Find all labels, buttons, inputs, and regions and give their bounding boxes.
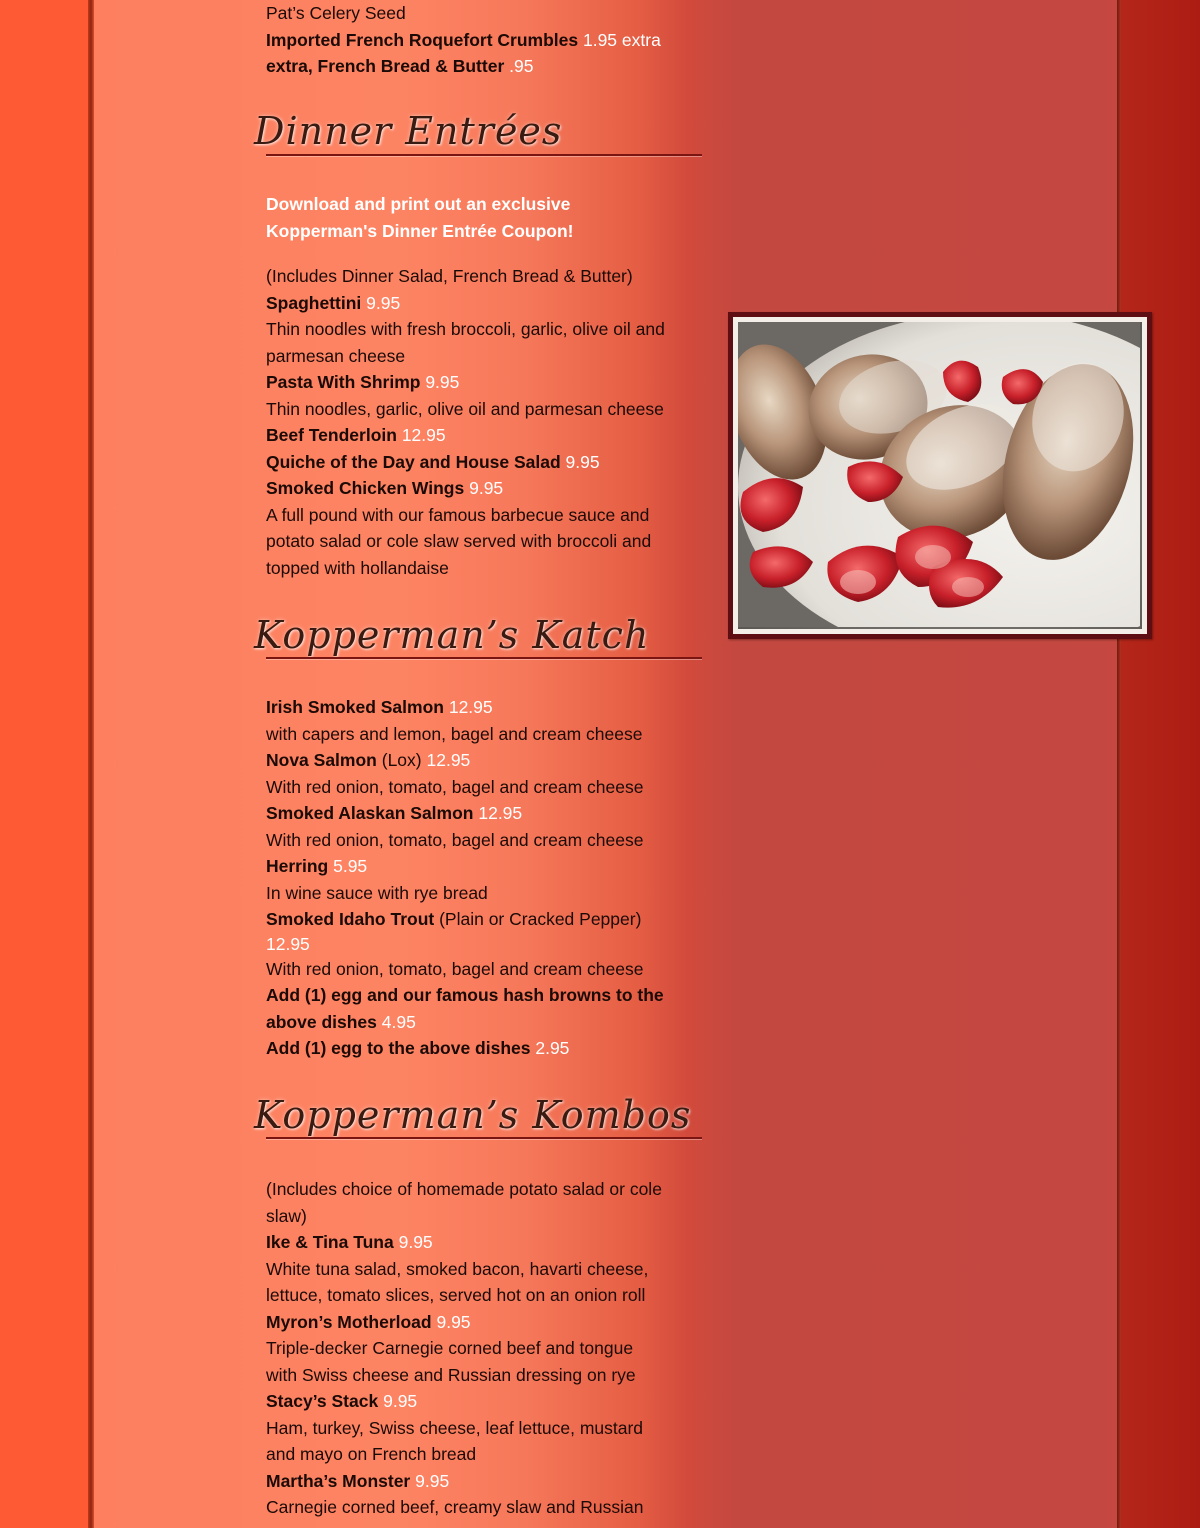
item-price: 12.95 <box>401 425 446 445</box>
kombos-list <box>266 1176 706 1521</box>
item-price: 9.95 <box>415 1470 450 1491</box>
menu-item <box>266 475 706 502</box>
item-note: (Plain or Cracked Pepper) <box>439 909 642 929</box>
item-name: Imported French Roquefort Crumbles <box>266 29 579 50</box>
heading-rule <box>266 657 702 659</box>
item-price: 12.95 <box>426 750 471 770</box>
kombos-heading: Kopperman’s Kombos <box>254 1092 706 1138</box>
item-price: 9.95 <box>398 1232 433 1252</box>
item-name: Smoked Alaskan Salmon <box>266 803 474 823</box>
coupon-line[interactable]: Kopperman's Dinner Entrée Coupon! <box>266 220 574 241</box>
menu-item <box>266 747 706 774</box>
item-description: Thin noodles, garlic, olive oil and parmesan cheese <box>266 398 664 419</box>
menu-item <box>266 800 706 827</box>
left-background-band <box>0 0 92 1528</box>
menu-item <box>266 290 706 317</box>
item-description: potato salad or cole slaw served with broccoli and <box>266 531 652 551</box>
item-price: 2.95 <box>535 1038 570 1058</box>
item-name: Myron’s Motherload <box>266 1311 432 1332</box>
french-toast-illustration <box>738 322 1140 627</box>
item-price: 12.95 <box>266 933 310 954</box>
item-name: Stacy’s Stack <box>266 1391 379 1411</box>
item-name: Nova Salmon <box>266 750 377 770</box>
item-description: Ham, turkey, Swiss cheese, leaf lettuce, mustard <box>266 1417 644 1438</box>
item-price: 4.95 <box>381 1011 416 1032</box>
item-name: extra, French Bread & Butter <box>266 56 505 76</box>
includes-note: slaw) <box>266 1205 307 1226</box>
includes-note: (Includes Dinner Salad, French Bread & Butter) <box>266 266 633 286</box>
menu-item <box>266 27 706 54</box>
item-price: 9.95 <box>425 372 460 392</box>
item-description: Carnegie corned beef, creamy slaw and Russian <box>266 1497 644 1517</box>
food-photo-frame <box>728 312 1152 639</box>
item-name: Martha’s Monster <box>266 1470 411 1491</box>
menu-item <box>266 53 706 80</box>
heading-rule <box>266 154 702 156</box>
item-name: Quiche of the Day and House Salad <box>266 451 561 472</box>
dinner-entrees-heading: Dinner Entrées <box>254 108 706 154</box>
item-description: Thin noodles with fresh broccoli, garlic, olive oil and <box>266 319 665 339</box>
item-price: 12.95 <box>478 803 523 823</box>
menu-item <box>266 982 706 1009</box>
menu-item-price-line <box>266 933 706 956</box>
photo-mat <box>733 317 1147 634</box>
menu-item <box>266 1468 706 1495</box>
menu-item <box>266 422 706 449</box>
item-description: With red onion, tomato, bagel and cream cheese <box>266 958 644 979</box>
includes-note: (Includes choice of homemade potato salad or cole <box>266 1179 662 1199</box>
item-description: White tuna salad, smoked bacon, havarti cheese, <box>266 1258 649 1279</box>
coupon-line[interactable]: Download and print out an exclusive <box>266 194 571 214</box>
katch-list <box>266 694 706 1062</box>
french-toast-photo-icon <box>738 322 1142 629</box>
item-name: Add (1) egg and our famous hash browns to the <box>266 985 664 1005</box>
item-description: parmesan cheese <box>266 345 406 366</box>
menu-item <box>266 1035 706 1062</box>
item-description: with capers and lemon, bagel and cream cheese <box>266 723 643 744</box>
item-description: lettuce, tomato slices, served hot on an onion roll <box>266 1285 646 1305</box>
item-name: Beef Tenderloin <box>266 425 397 445</box>
item-name: Pasta With Shrimp <box>266 372 421 392</box>
item-description: With red onion, tomato, bagel and cream cheese <box>266 776 644 797</box>
item-name: Smoked Chicken Wings <box>266 478 465 498</box>
coupon-link[interactable] <box>266 191 706 244</box>
item-description: A full pound with our famous barbecue sauce and <box>266 504 650 525</box>
item-description: In wine sauce with rye bread <box>266 882 488 903</box>
menu-item <box>266 449 706 476</box>
item-name: Herring <box>266 856 329 876</box>
menu-item <box>266 694 706 721</box>
item-name: Irish Smoked Salmon <box>266 697 444 717</box>
item-description: with Swiss cheese and Russian dressing on rye <box>266 1364 636 1385</box>
item-name: Ike & Tina Tuna <box>266 1232 394 1252</box>
item-note: (Lox) <box>381 750 422 770</box>
menu-item <box>266 906 706 933</box>
item-description: topped with hollandaise <box>266 557 449 578</box>
menu-item <box>266 1309 706 1336</box>
menu-item <box>266 1229 706 1256</box>
heading-rule <box>266 1137 702 1139</box>
menu-item <box>266 1388 706 1415</box>
top-section <box>266 0 706 80</box>
item-description: and mayo on French bread <box>266 1444 477 1464</box>
item-price: .95 <box>509 56 534 76</box>
item-description: Triple-decker Carnegie corned beef and tongue <box>266 1338 634 1358</box>
item-name: Add (1) egg to the above dishes <box>266 1038 531 1058</box>
menu-item <box>266 853 706 880</box>
item-price: 5.95 <box>333 856 368 876</box>
dinner-entrees-list <box>266 263 706 581</box>
item-price: 9.95 <box>565 451 600 472</box>
menu-item <box>266 369 706 396</box>
item-price: 9.95 <box>469 478 504 498</box>
item-price: 9.95 <box>366 292 401 313</box>
menu-line: Pat’s Celery Seed <box>266 3 406 23</box>
katch-heading: Kopperman’s Katch <box>254 612 706 658</box>
item-description: With red onion, tomato, bagel and cream cheese <box>266 829 644 850</box>
item-name: Spaghettini <box>266 292 362 313</box>
item-price: 9.95 <box>436 1311 471 1332</box>
item-name: Smoked Idaho Trout <box>266 909 435 929</box>
right-background-band <box>1121 0 1200 1528</box>
item-price: 12.95 <box>448 697 493 717</box>
item-name: above dishes <box>266 1011 377 1032</box>
menu-item <box>266 1009 706 1036</box>
item-price: 9.95 <box>383 1391 418 1411</box>
item-price: 1.95 extra <box>582 29 661 50</box>
